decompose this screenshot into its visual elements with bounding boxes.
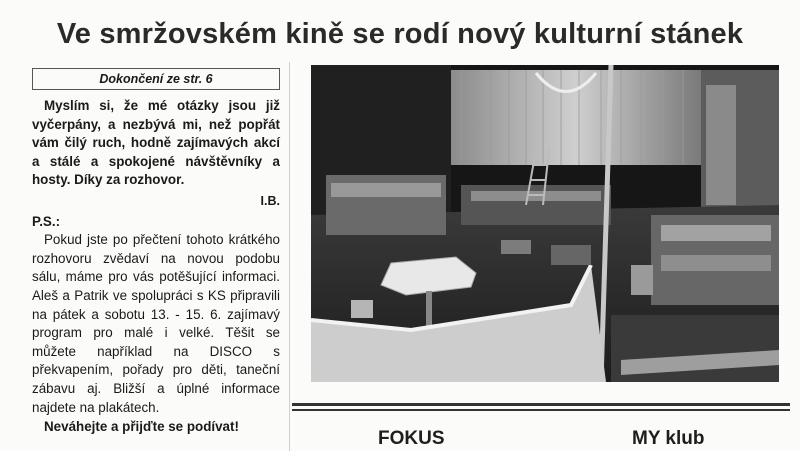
- footer-fokus-label: FOKUS: [378, 428, 445, 449]
- ps-body: Pokud jste po přečtení tohoto krátkého rozhovoru zvědaví na novou podobu sálu, máme pro vás potěšující informaci. Aleš a Patrik ve spolupráci s KS připravili na pátek a sobotu 13. - 15. 6. zajímavý program pro malé i velké. Těšit se můžete například na DISCO s překvapením, pořady pro děti, taneční zábavu aj. Bližší a úplné informace najdete na plakátech.: [32, 232, 280, 415]
- headline: Ve smržovském kině se rodí nový kulturní stánek: [56, 18, 744, 50]
- continued-from-label: Dokončení ze str. 6: [32, 68, 280, 90]
- cinema-hall-photo: [311, 65, 779, 382]
- article-intro: Myslím si, že mé otázky jsou již vyčerpány, a nezbývá mi, než popřát vám čilý ruch, hodně zajímavých akcí a stálé a spokojené návštěvníky a hosty. Díky za rozhovor.: [32, 98, 280, 188]
- column-divider: [289, 62, 290, 451]
- footer-myklub-label: MY klub: [632, 428, 705, 449]
- author-signature: I.B.: [260, 193, 280, 208]
- article-column: [32, 68, 280, 437]
- footer-double-rule: [292, 403, 790, 411]
- ps-heading: P.S.:: [32, 213, 61, 229]
- closing-line: Neváhejte a přijďte se podívat!: [44, 419, 239, 435]
